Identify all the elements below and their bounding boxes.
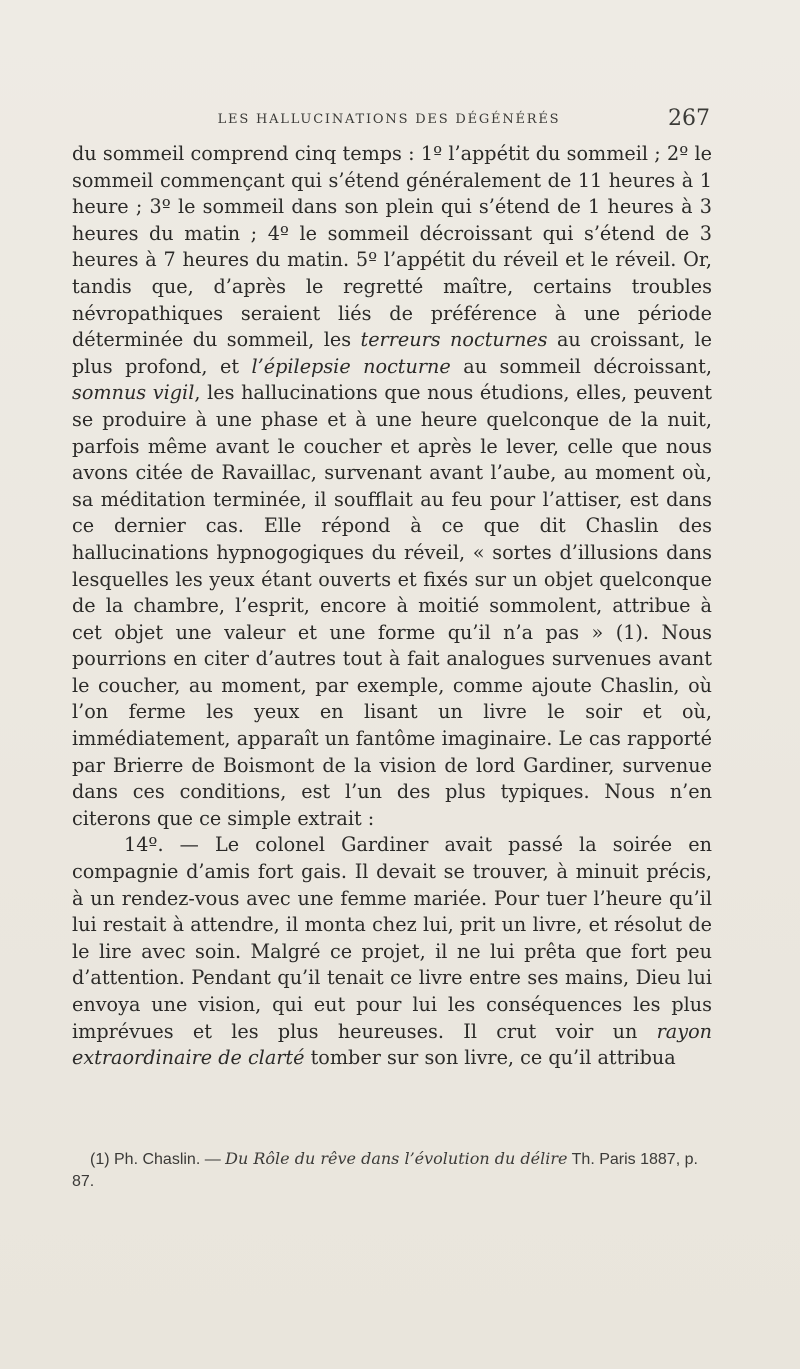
page-header (68, 106, 710, 136)
italic-run: rayon extraordinaire de clarté (72, 1019, 712, 1070)
page-number: 267 (668, 106, 710, 131)
footnote (72, 1148, 712, 1193)
italic-run: l’épilepsie nocturne (251, 354, 451, 378)
text-run: , les hallucinations que nous étudions, elles, peuvent se produire à une phase et à une heure quelconque de la nuit, parfois même avant le coucher et après le lever, celle que nous avons citée de Ravaillac, survenant avant l’aube, au moment où, sa méditation terminée, il soufflait au feu pour l’attiser, est dans ce dernier cas. Elle répond à ce que dit Chaslin des hallucinations hypnogogiques du réveil, « sortes d’illusions dans lesquelles les yeux étant ouverts et fixés sur un objet quelconque de la chambre, l’esprit, encore à moitié sommolent, attribue à cet objet une valeur et une forme qu’il n’a pas » (1). Nous pourrions en citer d’autres tout à fait analogues survenues avant le coucher, au moment, par exemple, comme ajoute Chaslin, où l’on ferme les yeux en lisant un livre le soir et où, immédiatement, apparaît un fantôme imaginaire. Le cas rapporté par Brierre de Boismont de la vision de lord Gardiner, survenue dans ces conditions, est l’un des plus typiques. Nous n’en citerons que ce simple extrait : (72, 381, 712, 830)
italic-run: Du Rôle du rêve dans l’évolution du délire (225, 1149, 568, 1168)
main-text (72, 141, 712, 1072)
text-run: au croissant, le plus profond, et (72, 328, 712, 378)
italic-run: terreurs nocturnes (360, 328, 548, 352)
paragraph-2 (72, 832, 712, 1071)
paragraph-1 (72, 141, 712, 832)
running-title: LES HALLUCINATIONS DES DÉGÉNÉRÉS (217, 112, 561, 127)
text-run: tomber sur son livre, ce qu’il attribua (304, 1046, 676, 1070)
text-run: du sommeil comprend cinq temps : 1º l’appétit du sommeil ; 2º le sommeil commençant qui s’étend généralement de 11 heures à 1 heure ; 3º le sommeil dans son plein qui s’étend de 1 heures à 3 heures du matin ; 4º le sommeil décroissant qui s’étend de 3 heures à 7 heures du matin. 5º l’appétit du réveil et le réveil. Or, tandis que, d’après le regretté maître, certains troubles névropathiques seraient liés de préférence à une période déterminée du sommeil, les (72, 142, 712, 352)
italic-run: somnus vigil (72, 381, 195, 405)
footnote-text (72, 1148, 712, 1193)
text-run: au sommeil décroissant, (450, 354, 712, 378)
text-run: Th. Paris 1887, p. 87. (72, 1151, 698, 1190)
text-run: (1) Ph. Chaslin. — (90, 1151, 226, 1168)
text-run: 14º. — Le colonel Gardiner avait passé la soirée en compagnie d’amis fort gais. Il devait se trouver, à minuit précis, à un rendez-vous avec une femme mariée. Pour tuer l’heure qu’il lui restait à attendre, il monta chez lui, prit un livre, et résolut de le lire avec soin. Malgré ce projet, il ne lui prêta que fort peu d’attention. Pendant qu’il tenait ce livre entre ses mains, Dieu lui envoya une vision, qui eut pour lui les conséquences les plus imprévues et les plus heureuses. Il crut voir un (72, 833, 712, 1043)
